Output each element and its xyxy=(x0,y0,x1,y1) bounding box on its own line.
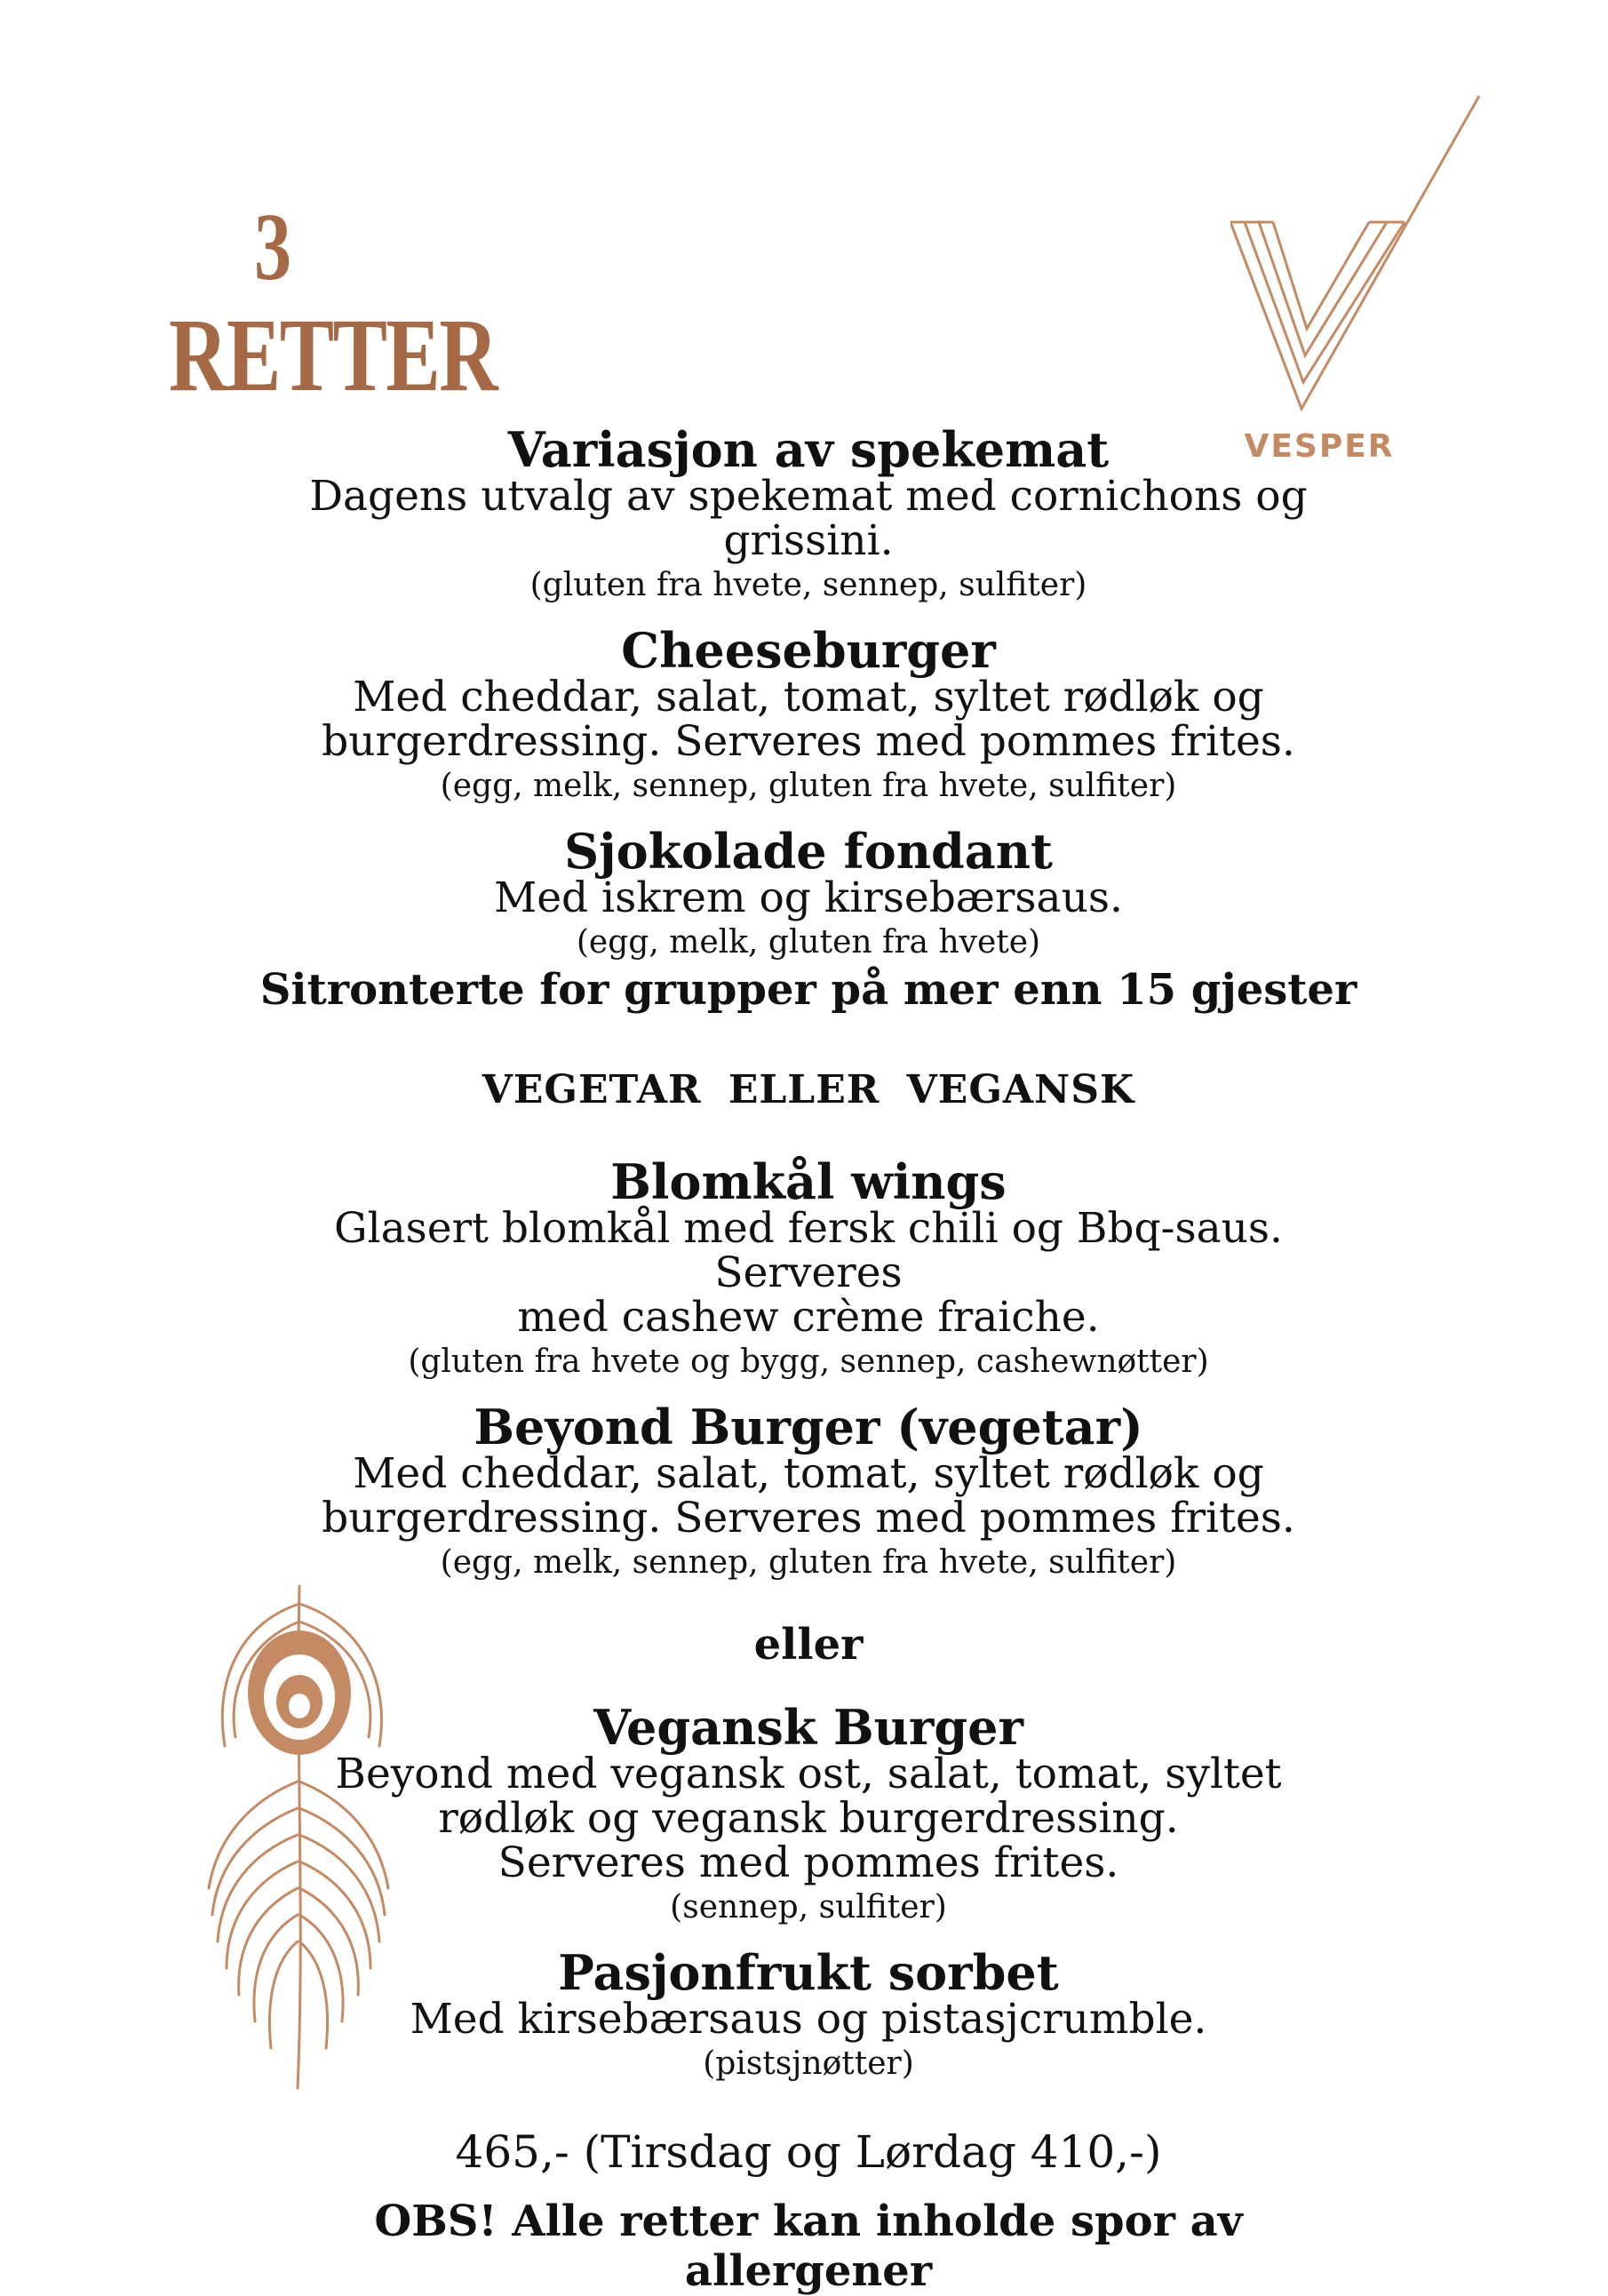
course-count: 3 xyxy=(253,195,292,300)
vesper-v-icon xyxy=(1230,89,1488,480)
dish-item xyxy=(258,1153,1359,1384)
dish-item xyxy=(258,622,1359,809)
dish-description: rødløk og vegansk burgerdressing. xyxy=(438,1794,1179,1843)
dish-name: Beyond Burger (vegetar) xyxy=(474,1399,1143,1455)
dish-description: Dagens utvalg av spekemat med cornichons og grissini. xyxy=(309,472,1308,565)
dish-description: Glasert blomkål med fersk chili og Bbq-saus. Serveres xyxy=(334,1204,1283,1297)
dish-allergens: (sennep, sulfiter) xyxy=(670,1889,947,1925)
dish-item xyxy=(258,1944,1359,2086)
dish-description: burgerdressing. Serveres med pommes frites. xyxy=(322,1494,1295,1543)
dish-description: burgerdressing. Serveres med pommes frites. xyxy=(322,717,1295,766)
dish-allergens: (pistsjnøtter) xyxy=(703,2045,914,2082)
allergen-notice: OBS! Alle retter kan inholde spor av allergener xyxy=(374,2196,1243,2296)
dish-allergens: (gluten fra hvete, sennep, sulfiter) xyxy=(529,567,1087,603)
course-label: RETTER xyxy=(169,297,498,413)
dish-description: Med iskrem og kirsebærsaus. xyxy=(494,873,1123,922)
menu-content xyxy=(258,421,1359,2296)
dish-description: Serveres med pommes frites. xyxy=(498,1838,1119,1887)
dish-description: Med kirsebærsaus og pistasjcrumble. xyxy=(410,1995,1207,2044)
or-divider: eller xyxy=(753,1620,864,1670)
brand-name: VESPER xyxy=(1244,428,1395,465)
dish-allergens: (egg, melk, sennep, gluten fra hvete, sulfiter) xyxy=(440,768,1177,804)
dish-name: Variasjon av spekemat xyxy=(507,421,1110,478)
dish-item xyxy=(258,823,1359,965)
menu-price: 465,- (Tirsdag og Lørdag 410,-) xyxy=(455,2126,1162,2178)
dish-description: Beyond med vegansk ost, salat, tomat, syltet xyxy=(335,1750,1282,1798)
dish-name: Cheeseburger xyxy=(621,622,996,679)
group-note: Sitronterte for grupper på mer enn 15 gjester xyxy=(259,965,1357,1015)
vesper-logo xyxy=(1230,89,1488,480)
menu-title xyxy=(169,195,498,413)
dish-name: Sjokolade fondant xyxy=(564,823,1053,880)
section-heading: VEGETAR ELLER VEGANSK xyxy=(482,1067,1135,1112)
dish-item xyxy=(258,1699,1359,1930)
dish-allergens: (egg, melk, gluten fra hvete) xyxy=(576,924,1041,961)
dish-name: Vegansk Burger xyxy=(593,1699,1023,1756)
dish-item xyxy=(258,421,1359,608)
dish-item xyxy=(258,1399,1359,1585)
dish-allergens: (gluten fra hvete og bygg, sennep, cashewnøtter) xyxy=(408,1343,1209,1380)
dish-allergens: (egg, melk, sennep, gluten fra hvete, sulfiter) xyxy=(440,1544,1177,1581)
dish-name: Pasjonfrukt sorbet xyxy=(558,1944,1059,2001)
dish-description: med cashew crème fraiche. xyxy=(517,1293,1100,1342)
dish-name: Blomkål wings xyxy=(610,1153,1007,1210)
dish-description: Med cheddar, salat, tomat, syltet rødløk og xyxy=(353,673,1264,721)
dish-description: Med cheddar, salat, tomat, syltet rødløk og xyxy=(353,1449,1264,1498)
